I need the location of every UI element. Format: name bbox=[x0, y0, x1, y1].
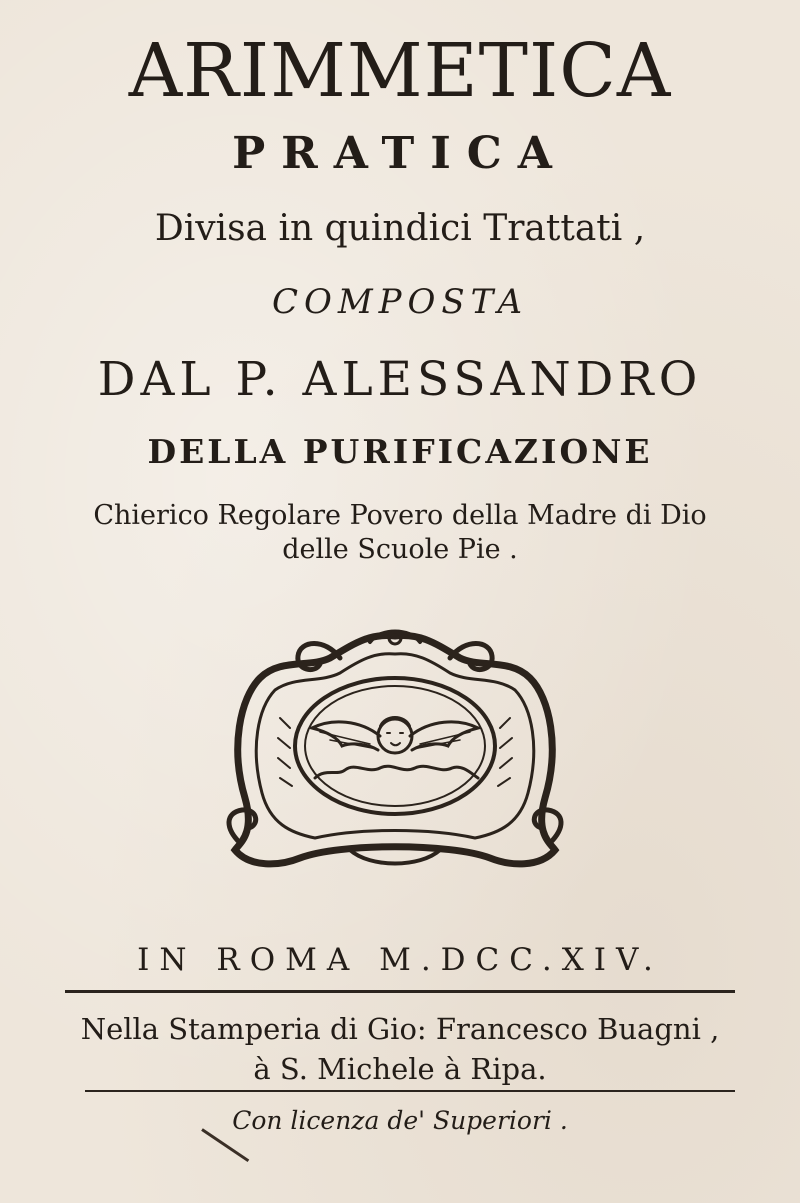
upper-rule bbox=[65, 990, 735, 993]
order-line-1: Chierico Regolare Povero della Madre di Dio bbox=[93, 500, 707, 531]
order-line-2: delle Scuole Pie . bbox=[282, 534, 518, 565]
printer-line-2: à S. Michele à Ripa. bbox=[253, 1052, 547, 1086]
book-title: ARIMMETICA bbox=[128, 28, 672, 114]
license-line: Con licenza de' Superiori . bbox=[232, 1106, 568, 1135]
printer-line-1: Nella Stamperia di Gio: Francesco Buagni , bbox=[80, 1012, 720, 1046]
composta-label: COMPOSTA bbox=[271, 282, 529, 322]
lower-rule bbox=[85, 1090, 735, 1092]
author-religious-name: DELLA PURIFICAZIONE bbox=[147, 432, 653, 471]
author-name: DAL P. ALESSANDRO bbox=[97, 352, 703, 407]
cherub-cartouche-ornament bbox=[220, 628, 570, 876]
imprint-line: IN ROMA M.DCC.XIV. bbox=[137, 942, 663, 978]
book-subtitle: PRATICA bbox=[232, 128, 568, 179]
division-note: Divisa in quindici Trattati , bbox=[154, 208, 646, 249]
